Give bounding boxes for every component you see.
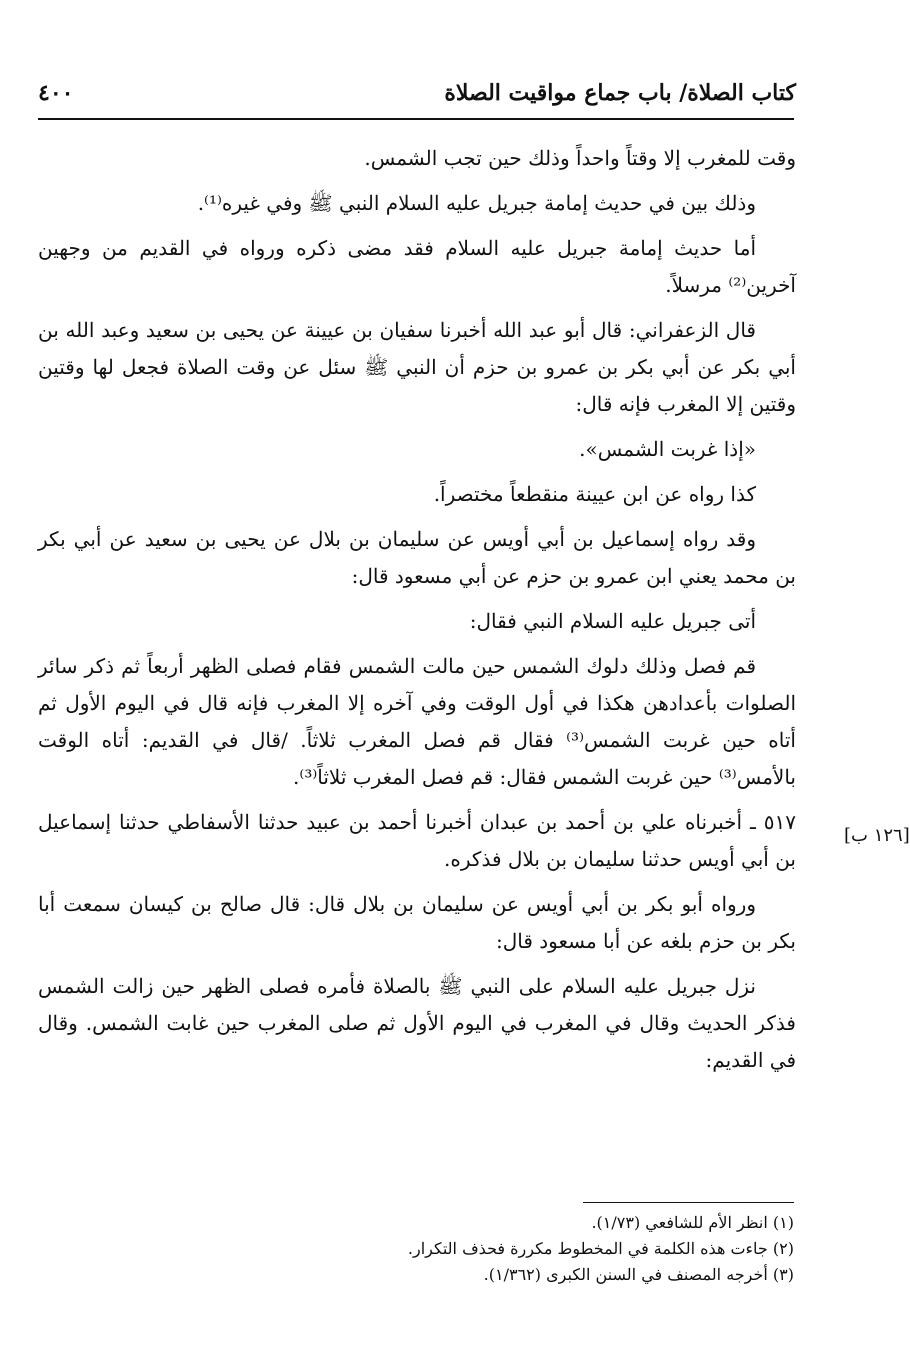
paragraph-12: نزل جبريل عليه السلام على النبي ﷺ بالصلاة فأمره فصلى الظهر حين زالت الشمس فذكر الحديث وقال في المغرب في اليوم الأول ثم صلى المغرب حين غابت الشمس. وقال في القديم: <box>38 974 796 1072</box>
paragraph-4: قال الزعفراني: قال أبو عبد الله أخبرنا سفيان بن عيينة عن يحيى بن سعيد وعبد الله بن أبي بكر عن أبي بكر بن عمرو بن حزم أن النبي ﷺ سئل عن وقت الصلاة فجعل لها وقتين وقتين إلا المغرب فإنه قال: <box>38 318 796 416</box>
paragraph-8: أتى جبريل عليه السلام النبي فقال: <box>469 609 756 633</box>
paragraph-5-quote: «إذا غربت الشمس». <box>579 437 756 461</box>
footnote-divider <box>583 1202 794 1203</box>
paragraph-1: وقت للمغرب إلا وقتاً واحداً وذلك حين تجب الشمس. <box>364 146 796 170</box>
page-number: ٤٠٠ <box>38 80 74 106</box>
footnote-1: (١) انظر الأم للشافعي (١/٧٣). <box>591 1213 794 1232</box>
main-text <box>38 140 796 1087</box>
running-title: كتاب الصلاة/ باب جماع مواقيت الصلاة <box>444 80 796 106</box>
paragraph-3: أما حديث إمامة جبريل عليه السلام فقد مضى ذكره ورواه في القديم من وجهين آخرين⁽²⁾ مرسلاً. <box>38 236 796 297</box>
page-header <box>38 80 796 116</box>
footnote-2: (٢) جاءت هذه الكلمة في المخطوط مكررة فحذف التكرار. <box>407 1239 794 1258</box>
footnotes <box>300 1210 794 1288</box>
header-divider <box>38 118 794 120</box>
paragraph-7: وقد رواه إسماعيل بن أبي أويس عن سليمان بن بلال عن يحيى بن سعيد عن أبي بكر بن محمد يعني ابن عمرو بن حزم عن أبي مسعود قال: <box>38 527 796 588</box>
paragraph-9: قم فصل وذلك دلوك الشمس حين مالت الشمس فقام فصلى الظهر أربعاً ثم ذكر سائر الصلوات بأعدادهن هكذا في أول الوقت وفي آخره إلا المغرب فإنه قال في اليوم الأول ثم أتاه حين غربت الشمس⁽³⁾ فقال قم فصل المغرب ثلاثاً. /قال في القديم: أتاه الوقت بالأمس⁽³⁾ حين غربت الشمس فقال: قم فصل المغرب ثلاثاً⁽³⁾. <box>38 654 796 789</box>
manuscript-folio-marker: [١٢٦ ب] <box>844 825 910 846</box>
paragraph-2: وذلك بين في حديث إمامة جبريل عليه السلام النبي ﷺ وفي غيره⁽¹⁾. <box>197 191 756 215</box>
paragraph-6: كذا رواه عن ابن عيينة منقطعاً مختصراً. <box>433 482 756 506</box>
paragraph-11: ورواه أبو بكر بن أبي أويس عن سليمان بن بلال قال: قال صالح بن كيسان سمعت أبا بكر بن حزم بلغه عن أبا مسعود قال: <box>38 892 796 953</box>
footnote-3: (٣) أخرجه المصنف في السنن الكبرى (١/٣٦٢). <box>483 1265 794 1284</box>
paragraph-10-hadith-517: ٥١٧ ـ أخبرناه علي بن أحمد بن عبدان أخبرنا أحمد بن عبيد حدثنا الأسفاطي حدثنا إسماعيل بن أبي أويس حدثنا سليمان بن بلال فذكره. <box>38 810 796 871</box>
